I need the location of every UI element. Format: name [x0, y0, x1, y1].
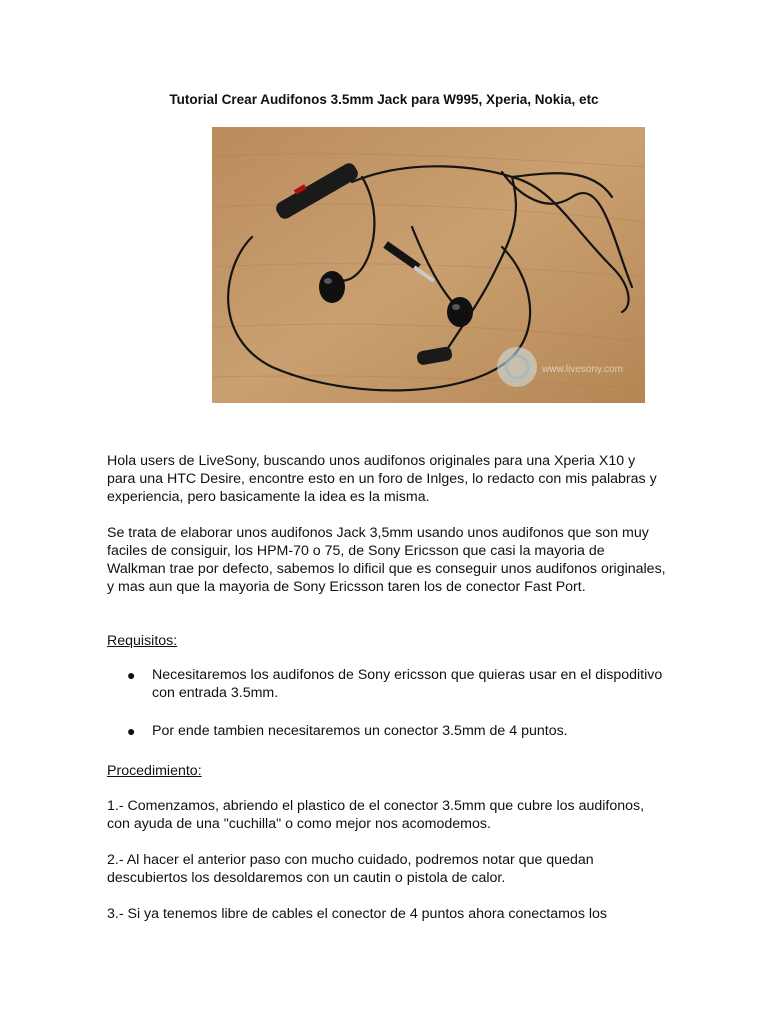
step-2: 2.- Al hacer el anterior paso con mucho cuidado, podremos notar que quedan descubiertos los desoldaremos con un cautin o pistola de calor.: [107, 852, 594, 886]
earphones-photo: [212, 127, 645, 403]
requisitos-list: [107, 666, 667, 740]
document-title: Tutorial Crear Audifonos 3.5mm Jack para W995, Xperia, Nokia, etc: [169, 92, 599, 107]
list-item: ● Necesitaremos los audifonos de Sony ericsson que quieras usar en el dispoditivo con entrada 3.5mm.: [127, 667, 663, 701]
description-paragraph: Se trata de elaborar unos audifonos Jack 3,5mm usando unos audifonos que son muy faciles de consiguir, los HPM-70 o 75, de Sony Ericsson que casi la mayoria de Walkman trae por defecto, sabemos lo dificil que es conseguir unos audifonos originales, y mas aun que la mayoria de Sony Ericsson taren los de conector Fast Port.: [107, 525, 666, 595]
step-1: 1.- Comenzamos, abriendo el plastico de el conector 3.5mm que cubre los audifonos, con ayuda de una "cuchilla" o como mejor nos acomodemos.: [107, 798, 645, 832]
intro-paragraph: Hola users de LiveSony, buscando unos audifonos originales para una Xperia X10 y para una HTC Desire, encontre esto en un foro de Inlges, lo redacto con mis palabras y experiencia, pero basicamente la idea es la misma.: [107, 453, 657, 505]
bullet-icon: ●: [127, 667, 136, 683]
requisitos-heading: Requisitos:: [107, 633, 178, 649]
procedimiento-heading: Procedimiento:: [107, 763, 202, 779]
step-3: 3.- Si ya tenemos libre de cables el conector de 4 puntos ahora conectamos los: [107, 906, 607, 922]
photo-watermark: www.livesony.com: [542, 364, 623, 375]
bullet-icon: ●: [127, 723, 136, 739]
list-item: ● Por ende tambien necesitaremos un conector 3.5mm de 4 puntos.: [127, 723, 568, 739]
